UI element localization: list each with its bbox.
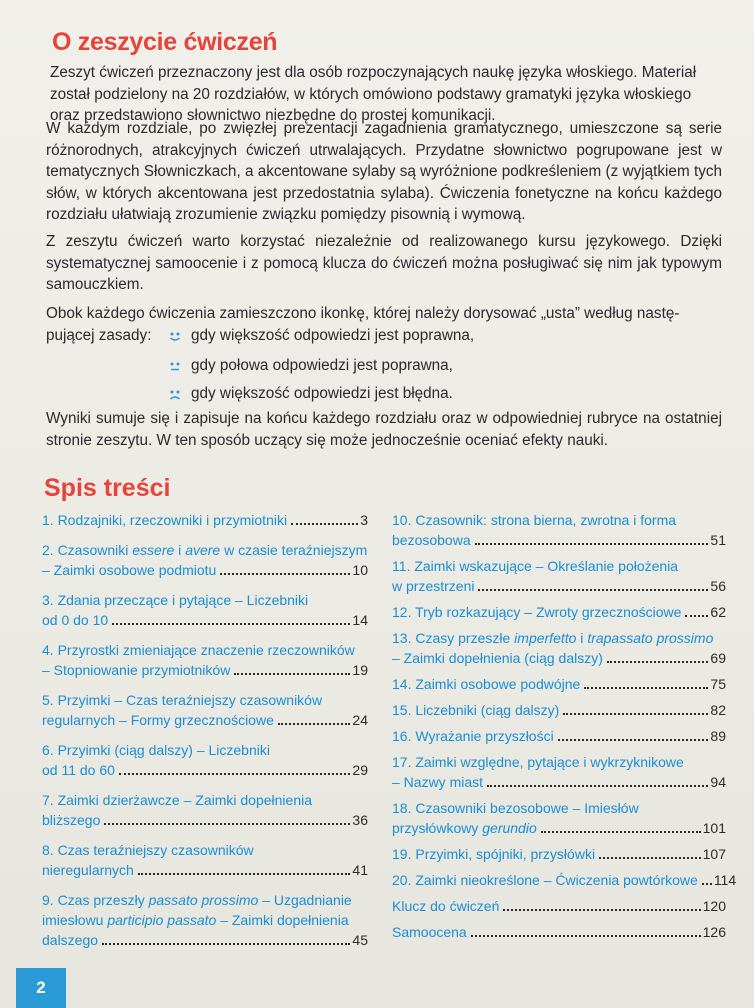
- toc-leader-dots: [138, 873, 351, 875]
- toc-leader-dots: [478, 589, 708, 591]
- toc-entry-page: 62: [710, 604, 726, 620]
- toc-leader-dots: [487, 785, 708, 787]
- toc-entry[interactable]: [42, 740, 368, 780]
- toc-entry-page: 56: [710, 578, 726, 594]
- toc-entry-title: Klucz do ćwiczeń: [392, 898, 500, 914]
- toc-entry[interactable]: [42, 590, 368, 630]
- toc-entry-title: od 0 do 10: [42, 612, 109, 628]
- toc-entry-title: 14. Zaimki osobowe podwójne: [392, 676, 581, 692]
- toc-entry-page: 75: [710, 676, 726, 692]
- toc-entry-title: 18. Czasowniki bezosobowe – Imiesłów: [392, 800, 639, 816]
- toc-entry-page: 107: [702, 846, 726, 862]
- toc-entry-title: 4. Przyrostki zmieniające znaczenie rzeczowników: [42, 642, 355, 658]
- toc-entry-title: 2. Czasowniki essere i avere w czasie teraźniejszym: [42, 542, 368, 558]
- toc-entry-title: 15. Liczebniki (ciąg dalszy): [392, 702, 560, 718]
- toc-entry[interactable]: [42, 690, 368, 730]
- rule-row: [166, 383, 453, 404]
- toc-leader-dots: [104, 823, 350, 825]
- toc-entry-title: 1. Rodzajniki, rzeczowniki i przymiotniki: [42, 512, 288, 528]
- toc-entry[interactable]: [392, 870, 737, 890]
- rule-row: [166, 325, 474, 346]
- toc-entry-page: 94: [710, 774, 726, 790]
- toc-right-column: [392, 510, 737, 948]
- toc-entry-title: 3. Zdania przeczące i pytające – Liczebniki: [42, 592, 309, 608]
- toc-entry-title: dalszego: [42, 932, 99, 948]
- toc-leader-dots: [291, 523, 358, 525]
- toc-entry-page: 36: [352, 812, 368, 828]
- toc-entry-title: – Zaimki osobowe podmiotu: [42, 562, 217, 578]
- rule-text: gdy większość odpowiedzi jest poprawna,: [191, 327, 475, 344]
- toc-entry[interactable]: [392, 556, 726, 596]
- toc-entry-page: 101: [702, 820, 726, 836]
- toc-entry[interactable]: [392, 602, 726, 622]
- toc-entry[interactable]: [392, 798, 726, 838]
- toc-entry[interactable]: [42, 640, 368, 680]
- toc-leader-dots: [475, 543, 709, 545]
- toc-entry-page: 45: [352, 932, 368, 948]
- toc-entry-page: 82: [710, 702, 726, 718]
- toc-entry-title: – Stopniowanie przymiotników: [42, 662, 231, 678]
- toc-entry[interactable]: [42, 790, 368, 830]
- toc-entry[interactable]: [392, 922, 726, 942]
- toc-entry-page: 69: [710, 650, 726, 666]
- toc-entry[interactable]: [392, 510, 726, 550]
- toc-entry-page: 120: [702, 898, 726, 914]
- toc-entry-title: w przestrzeni: [392, 578, 475, 594]
- toc-leader-dots: [607, 661, 709, 663]
- toc-entry-page: 3: [360, 512, 368, 528]
- toc-entry-page: 14: [352, 612, 368, 628]
- toc-leader-dots: [541, 831, 701, 833]
- rule-text: gdy połowa odpowiedzi jest poprawna,: [191, 357, 453, 374]
- toc-entry-title: bezosobowa: [392, 532, 471, 548]
- toc-leader-dots: [685, 615, 708, 617]
- toc-entry-page: 114: [713, 872, 737, 888]
- toc-leader-dots: [503, 909, 700, 911]
- toc-entry-title: nieregularnych: [42, 862, 134, 878]
- toc-entry-title: od 11 do 60: [42, 762, 115, 778]
- intro-paragraph-2: W każdym rozdziale, po zwięzłej prezentacji zagadnienia gramatycznego, umieszczone są serie różnorodnych, atrakcyjnych ćwiczeń utrwalających. Przydatne słownictwo pogrupowane jest w tematycznych Słowniczkach, a akcentowane sylaby są wyróżnione podkreśleniem (z wyjątkiem tych słów, w których akcentowana jest przedostatnia sylaba). Ćwiczenia fonetyczne na końcu każdego rozdziału ułatwiają zrozumienie związku pomiędzy pisownią i wymową.: [46, 120, 722, 223]
- toc-entry-page: 89: [710, 728, 726, 744]
- toc-entry[interactable]: [42, 510, 368, 530]
- toc-entry-page: 29: [352, 762, 368, 778]
- intro-paragraph-3: Z zeszytu ćwiczeń warto korzystać niezależnie od realizowanego kursu językowego. Dzięki systematycznej samoocenie i z pomocą klucza do ćwiczeń można posługiwać się nim jak typowym samouczkiem.: [46, 233, 722, 293]
- toc-entry-page: 24: [352, 712, 368, 728]
- toc-entry-page: 41: [352, 862, 368, 878]
- toc-entry-title: 9. Czas przeszły passato prossimo – Uzgadnianie: [42, 892, 352, 908]
- toc-entry-title: 6. Przyimki (ciąg dalszy) – Liczebniki: [42, 742, 270, 758]
- toc-leader-dots: [702, 883, 712, 885]
- toc-entry-page: 10: [352, 562, 368, 578]
- toc-leader-dots: [563, 713, 708, 715]
- toc-entry-title: 19. Przyimki, spójniki, przysłówki: [392, 846, 596, 862]
- toc-entry-title: 8. Czas teraźniejszy czasowników: [42, 842, 254, 858]
- toc-entry[interactable]: [42, 540, 368, 580]
- toc-entry-title: 17. Zaimki względne, pytające i wykrzyknikowe: [392, 754, 684, 770]
- toc-entry-title: 7. Zaimki dzierżawcze – Zaimki dopełnienia: [42, 792, 312, 808]
- intro-paragraph-4-line-1: Obok każdego ćwiczenia zamieszczono ikonkę, której należy dorysować „usta” według nastę-: [46, 305, 680, 322]
- toc-leader-dots: [234, 673, 350, 675]
- intro-paragraph-5: Wyniki sumuje się i zapisuje na końcu każdego rozdziału oraz w odpowiedniej rubryce na ostatniej stronie zeszytu. W ten sposób uczący się może jednocześnie oceniać efekty nauki.: [46, 410, 722, 449]
- rule-text: gdy większość odpowiedzi jest błędna.: [191, 385, 453, 402]
- toc-entry[interactable]: [392, 628, 726, 668]
- toc-leader-dots: [599, 857, 701, 859]
- toc-leader-dots: [112, 623, 350, 625]
- toc-entry-title: regularnych – Formy grzecznościowe: [42, 712, 274, 728]
- toc-entry[interactable]: [42, 840, 368, 880]
- intro-paragraph-1: Zeszyt ćwiczeń przeznaczony jest dla osób rozpoczynających naukę języka włoskiego. Materiał został podzielony na 20 rozdziałów, w których omówiono podstawy gramatyki języka włoskiego oraz przedstawiono słownictwo niezbędne do prostej komunikacji.: [50, 64, 697, 124]
- toc-leader-dots: [584, 687, 708, 689]
- intro-paragraph-4-line-2: pującej zasady:: [46, 326, 152, 344]
- toc-entry[interactable]: [392, 844, 726, 864]
- toc-entry[interactable]: [392, 726, 726, 746]
- neutral-face-icon: [166, 357, 184, 375]
- toc-entry-page: 126: [702, 924, 726, 940]
- toc-entry-title: Samoocena: [392, 924, 467, 940]
- sad-face-icon: [166, 385, 184, 403]
- toc-left-column: [42, 510, 368, 960]
- toc-entry-title: bliższego: [42, 812, 101, 828]
- section-title-about: O zeszycie ćwiczeń: [52, 28, 278, 56]
- toc-entry-title: – Nazwy miast: [392, 774, 484, 790]
- toc-leader-dots: [558, 739, 709, 741]
- toc-entry-title: – Zaimki dopełnienia (ciąg dalszy): [392, 650, 603, 666]
- toc-entry[interactable]: [392, 674, 726, 694]
- toc-entry-title: 13. Czasy przeszłe imperfetto i trapassato prossimo: [392, 630, 714, 646]
- toc-leader-dots: [278, 723, 351, 725]
- toc-leader-dots: [119, 773, 351, 775]
- toc-entry[interactable]: [392, 752, 726, 792]
- toc-entry-title: 12. Tryb rozkazujący – Zwroty grzecznościowe: [392, 604, 682, 620]
- toc-entry-title: 5. Przyimki – Czas teraźniejszy czasowników: [42, 692, 323, 708]
- toc-entry-title: 20. Zaimki nieokreślone – Ćwiczenia powtórkowe: [392, 872, 698, 888]
- toc-entry-page: 51: [710, 532, 726, 548]
- toc-leader-dots: [102, 943, 350, 945]
- toc-entry-title: 11. Zaimki wskazujące – Określanie położenia: [392, 558, 679, 574]
- page-number: 2: [16, 968, 66, 1008]
- toc-entry-page: 19: [352, 662, 368, 678]
- toc-entry-title: 10. Czasownik: strona bierna, zwrotna i forma: [392, 512, 677, 528]
- rule-row: [166, 355, 453, 376]
- smile-icon: [166, 327, 184, 345]
- toc-entry[interactable]: [392, 896, 726, 916]
- toc-leader-dots: [220, 573, 350, 575]
- toc-entry[interactable]: [392, 700, 726, 720]
- toc-entry-title: przysłówkowy gerundio: [392, 820, 537, 836]
- toc-entry[interactable]: [42, 890, 368, 950]
- toc-entry-title: 16. Wyrażanie przyszłości: [392, 728, 554, 744]
- toc-title: Spis treści: [44, 474, 171, 502]
- toc-leader-dots: [471, 935, 701, 937]
- toc-entry-title: imiesłowu participio passato – Zaimki dopełnienia: [42, 912, 349, 928]
